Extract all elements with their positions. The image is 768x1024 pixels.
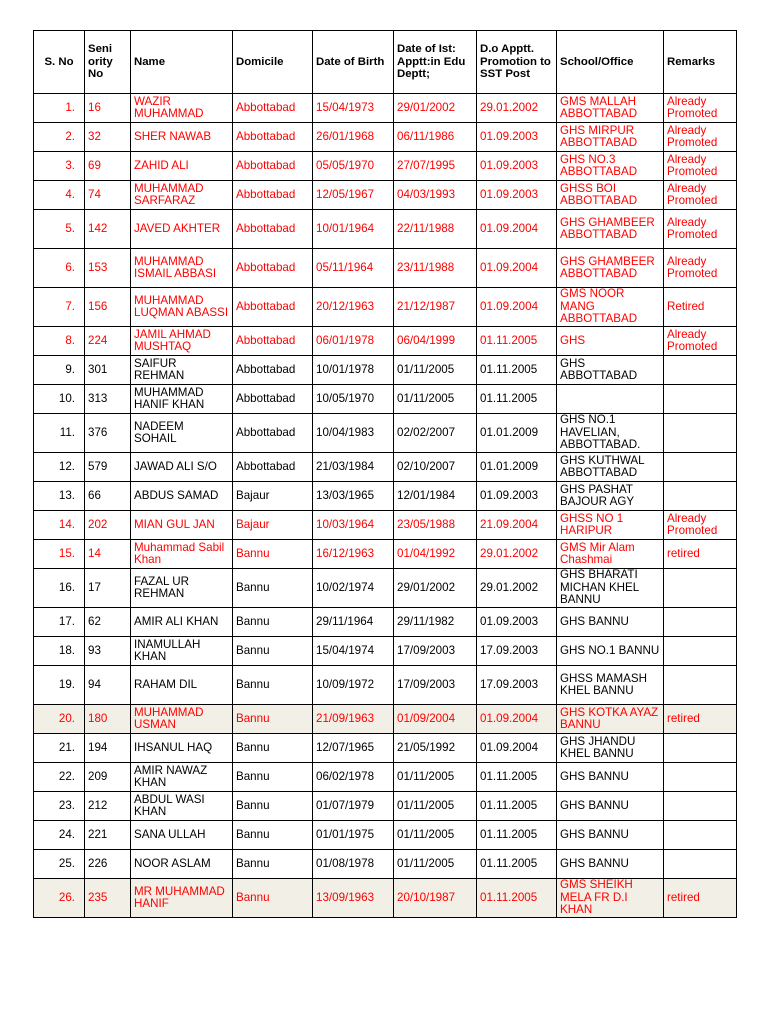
cell-seniority-no: 69 xyxy=(85,152,131,181)
cell-domicile: Bannu xyxy=(233,763,313,792)
table-row xyxy=(34,123,737,152)
cell-school-office: GHS GHAMBEER ABBOTTABAD xyxy=(557,210,664,249)
cell-date-of-birth: 10/01/1964 xyxy=(313,210,394,249)
cell-domicile: Abbottabad xyxy=(233,152,313,181)
cell-promotion-date: 01.09.2004 xyxy=(477,249,557,288)
cell-school-office: GHS KOTKA AYAZ BANNU xyxy=(557,705,664,734)
cell-domicile: Bannu xyxy=(233,666,313,705)
table-header xyxy=(34,31,737,94)
header-name: Name xyxy=(131,31,233,94)
cell-date-of-birth: 10/09/1972 xyxy=(313,666,394,705)
cell-school-office: GHS NO.1 HAVELIAN, ABBOTTABAD. xyxy=(557,414,664,453)
cell-domicile: Bajaur xyxy=(233,511,313,540)
cell-name: FAZAL UR REHMAN xyxy=(131,569,233,608)
cell-sno: 25. xyxy=(34,850,85,879)
cell-remarks: Retired xyxy=(664,288,737,327)
cell-date-of-birth: 05/11/1964 xyxy=(313,249,394,288)
cell-date-of-birth: 16/12/1963 xyxy=(313,540,394,569)
cell-sno: 6. xyxy=(34,249,85,288)
cell-domicile: Abbottabad xyxy=(233,327,313,356)
cell-first-appointment: 21/05/1992 xyxy=(394,734,477,763)
table-row xyxy=(34,94,737,123)
header-first-appointment: Date of Ist: Apptt:in Edu Deptt; xyxy=(394,31,477,94)
table-row xyxy=(34,511,737,540)
table-row xyxy=(34,608,737,637)
cell-name: Muhammad Sabil Khan xyxy=(131,540,233,569)
cell-name: WAZIR MUHAMMAD xyxy=(131,94,233,123)
cell-promotion-date: 01.11.2005 xyxy=(477,385,557,414)
cell-first-appointment: 06/11/1986 xyxy=(394,123,477,152)
cell-remarks: Already Promoted xyxy=(664,249,737,288)
cell-sno: 10. xyxy=(34,385,85,414)
table-row xyxy=(34,879,737,918)
cell-seniority-no: 142 xyxy=(85,210,131,249)
cell-name: IHSANUL HAQ xyxy=(131,734,233,763)
cell-name: MUHAMMAD SARFARAZ xyxy=(131,181,233,210)
cell-school-office: GHS BANNU xyxy=(557,608,664,637)
cell-remarks: Already Promoted xyxy=(664,94,737,123)
cell-promotion-date: 01.09.2004 xyxy=(477,705,557,734)
cell-remarks xyxy=(664,792,737,821)
cell-domicile: Abbottabad xyxy=(233,356,313,385)
cell-remarks: retired xyxy=(664,540,737,569)
cell-domicile: Bannu xyxy=(233,792,313,821)
cell-seniority-no: 66 xyxy=(85,482,131,511)
cell-remarks: Already Promoted xyxy=(664,152,737,181)
table-row xyxy=(34,414,737,453)
table-body xyxy=(34,94,737,918)
cell-promotion-date: 01.09.2003 xyxy=(477,123,557,152)
cell-seniority-no: 17 xyxy=(85,569,131,608)
cell-remarks xyxy=(664,453,737,482)
cell-promotion-date: 01.11.2005 xyxy=(477,792,557,821)
cell-school-office: GHS ABBOTTABAD xyxy=(557,356,664,385)
cell-domicile: Bannu xyxy=(233,569,313,608)
cell-promotion-date: 01.11.2005 xyxy=(477,327,557,356)
cell-sno: 5. xyxy=(34,210,85,249)
cell-domicile: Abbottabad xyxy=(233,249,313,288)
cell-sno: 3. xyxy=(34,152,85,181)
cell-promotion-date: 01.01.2009 xyxy=(477,453,557,482)
cell-first-appointment: 12/01/1984 xyxy=(394,482,477,511)
cell-sno: 22. xyxy=(34,763,85,792)
cell-date-of-birth: 10/05/1970 xyxy=(313,385,394,414)
cell-seniority-no: 376 xyxy=(85,414,131,453)
cell-name: MUHAMMAD USMAN xyxy=(131,705,233,734)
cell-school-office: GHS KUTHWAL ABBOTTABAD xyxy=(557,453,664,482)
cell-seniority-no: 93 xyxy=(85,637,131,666)
cell-seniority-no: 74 xyxy=(85,181,131,210)
cell-first-appointment: 29/11/1982 xyxy=(394,608,477,637)
cell-name: RAHAM DIL xyxy=(131,666,233,705)
cell-school-office: GHS NO.1 BANNU xyxy=(557,637,664,666)
cell-promotion-date: 01.09.2004 xyxy=(477,734,557,763)
cell-domicile: Bannu xyxy=(233,879,313,918)
cell-first-appointment: 22/11/1988 xyxy=(394,210,477,249)
header-school-office: School/Office xyxy=(557,31,664,94)
cell-domicile: Bannu xyxy=(233,540,313,569)
cell-first-appointment: 06/04/1999 xyxy=(394,327,477,356)
cell-sno: 12. xyxy=(34,453,85,482)
cell-school-office: GHSS NO 1 HARIPUR xyxy=(557,511,664,540)
cell-sno: 15. xyxy=(34,540,85,569)
cell-seniority-no: 202 xyxy=(85,511,131,540)
cell-name: AMIR NAWAZ KHAN xyxy=(131,763,233,792)
cell-name: JAWAD ALI S/O xyxy=(131,453,233,482)
cell-remarks: retired xyxy=(664,705,737,734)
cell-date-of-birth: 13/09/1963 xyxy=(313,879,394,918)
cell-seniority-no: 153 xyxy=(85,249,131,288)
cell-school-office: GHS NO.3 ABBOTTABAD xyxy=(557,152,664,181)
cell-seniority-no: 16 xyxy=(85,94,131,123)
cell-date-of-birth: 12/07/1965 xyxy=(313,734,394,763)
cell-name: AMIR ALI KHAN xyxy=(131,608,233,637)
cell-promotion-date: 01.09.2003 xyxy=(477,181,557,210)
cell-remarks: Already Promoted xyxy=(664,511,737,540)
cell-sno: 7. xyxy=(34,288,85,327)
cell-school-office: GHS xyxy=(557,327,664,356)
cell-promotion-date: 01.11.2005 xyxy=(477,356,557,385)
cell-name: ZAHID ALI xyxy=(131,152,233,181)
cell-first-appointment: 29/01/2002 xyxy=(394,569,477,608)
cell-first-appointment: 02/10/2007 xyxy=(394,453,477,482)
cell-domicile: Abbottabad xyxy=(233,385,313,414)
cell-sno: 11. xyxy=(34,414,85,453)
cell-sno: 21. xyxy=(34,734,85,763)
cell-seniority-no: 32 xyxy=(85,123,131,152)
cell-seniority-no: 180 xyxy=(85,705,131,734)
cell-sno: 9. xyxy=(34,356,85,385)
cell-first-appointment: 01/11/2005 xyxy=(394,821,477,850)
cell-remarks xyxy=(664,608,737,637)
cell-domicile: Abbottabad xyxy=(233,123,313,152)
cell-remarks: Already Promoted xyxy=(664,327,737,356)
cell-sno: 19. xyxy=(34,666,85,705)
cell-remarks xyxy=(664,666,737,705)
cell-date-of-birth: 05/05/1970 xyxy=(313,152,394,181)
cell-domicile: Abbottabad xyxy=(233,94,313,123)
cell-remarks: retired xyxy=(664,879,737,918)
cell-first-appointment: 17/09/2003 xyxy=(394,637,477,666)
cell-seniority-no: 209 xyxy=(85,763,131,792)
cell-sno: 26. xyxy=(34,879,85,918)
cell-school-office: GHS JHANDU KHEL BANNU xyxy=(557,734,664,763)
cell-first-appointment: 17/09/2003 xyxy=(394,666,477,705)
header-seniority-no: Seni ority No xyxy=(85,31,131,94)
cell-name: SHER NAWAB xyxy=(131,123,233,152)
cell-domicile: Abbottabad xyxy=(233,181,313,210)
cell-promotion-date: 29.01.2002 xyxy=(477,94,557,123)
cell-date-of-birth: 12/05/1967 xyxy=(313,181,394,210)
cell-first-appointment: 23/11/1988 xyxy=(394,249,477,288)
cell-name: MR MUHAMMAD HANIF xyxy=(131,879,233,918)
cell-sno: 2. xyxy=(34,123,85,152)
cell-promotion-date: 01.11.2005 xyxy=(477,850,557,879)
table-row xyxy=(34,792,737,821)
cell-sno: 4. xyxy=(34,181,85,210)
cell-seniority-no: 235 xyxy=(85,879,131,918)
cell-sno: 13. xyxy=(34,482,85,511)
table-row xyxy=(34,705,737,734)
cell-first-appointment: 04/03/1993 xyxy=(394,181,477,210)
cell-sno: 24. xyxy=(34,821,85,850)
table-row xyxy=(34,385,737,414)
cell-name: INAMULLAH KHAN xyxy=(131,637,233,666)
cell-date-of-birth: 01/08/1978 xyxy=(313,850,394,879)
table-row xyxy=(34,666,737,705)
cell-sno: 1. xyxy=(34,94,85,123)
cell-remarks: Already Promoted xyxy=(664,123,737,152)
cell-sno: 23. xyxy=(34,792,85,821)
table-row xyxy=(34,763,737,792)
table-row xyxy=(34,540,737,569)
cell-sno: 17. xyxy=(34,608,85,637)
cell-seniority-no: 579 xyxy=(85,453,131,482)
table-row xyxy=(34,734,737,763)
cell-remarks xyxy=(664,385,737,414)
cell-school-office: GHS MIRPUR ABBOTTABAD xyxy=(557,123,664,152)
table-row xyxy=(34,637,737,666)
cell-promotion-date: 21.09.2004 xyxy=(477,511,557,540)
cell-seniority-no: 62 xyxy=(85,608,131,637)
cell-name: SANA ULLAH xyxy=(131,821,233,850)
cell-name: ABDUS SAMAD xyxy=(131,482,233,511)
cell-first-appointment: 29/01/2002 xyxy=(394,94,477,123)
cell-remarks xyxy=(664,356,737,385)
cell-school-office: GHSS MAMASH KHEL BANNU xyxy=(557,666,664,705)
cell-remarks xyxy=(664,414,737,453)
cell-date-of-birth: 06/01/1978 xyxy=(313,327,394,356)
cell-promotion-date: 01.01.2009 xyxy=(477,414,557,453)
cell-school-office: GHS GHAMBEER ABBOTTABAD xyxy=(557,249,664,288)
cell-name: JAVED AKHTER xyxy=(131,210,233,249)
cell-domicile: Bannu xyxy=(233,850,313,879)
cell-domicile: Bannu xyxy=(233,821,313,850)
table-row xyxy=(34,288,737,327)
cell-seniority-no: 156 xyxy=(85,288,131,327)
cell-first-appointment: 21/12/1987 xyxy=(394,288,477,327)
cell-promotion-date: 01.09.2003 xyxy=(477,608,557,637)
table-row xyxy=(34,482,737,511)
cell-promotion-date: 01.09.2004 xyxy=(477,210,557,249)
cell-seniority-no: 226 xyxy=(85,850,131,879)
cell-sno: 18. xyxy=(34,637,85,666)
header-remarks: Remarks xyxy=(664,31,737,94)
cell-date-of-birth: 15/04/1973 xyxy=(313,94,394,123)
cell-school-office: GMS Mir Alam Chashmai xyxy=(557,540,664,569)
cell-domicile: Abbottabad xyxy=(233,288,313,327)
cell-seniority-no: 224 xyxy=(85,327,131,356)
cell-domicile: Bannu xyxy=(233,705,313,734)
cell-school-office: GMS NOOR MANG ABBOTTABAD xyxy=(557,288,664,327)
cell-date-of-birth: 10/04/1983 xyxy=(313,414,394,453)
cell-domicile: Abbottabad xyxy=(233,414,313,453)
table-row xyxy=(34,356,737,385)
cell-date-of-birth: 15/04/1974 xyxy=(313,637,394,666)
cell-name: ABDUL WASI KHAN xyxy=(131,792,233,821)
cell-promotion-date: 01.09.2003 xyxy=(477,152,557,181)
cell-seniority-no: 194 xyxy=(85,734,131,763)
table-row xyxy=(34,152,737,181)
cell-remarks xyxy=(664,482,737,511)
table-row xyxy=(34,821,737,850)
cell-date-of-birth: 13/03/1965 xyxy=(313,482,394,511)
cell-sno: 8. xyxy=(34,327,85,356)
cell-date-of-birth: 10/01/1978 xyxy=(313,356,394,385)
cell-seniority-no: 94 xyxy=(85,666,131,705)
cell-domicile: Bannu xyxy=(233,608,313,637)
cell-sno: 16. xyxy=(34,569,85,608)
cell-date-of-birth: 01/07/1979 xyxy=(313,792,394,821)
cell-date-of-birth: 29/11/1964 xyxy=(313,608,394,637)
table-row xyxy=(34,327,737,356)
cell-remarks xyxy=(664,821,737,850)
table-row xyxy=(34,569,737,608)
table-row xyxy=(34,249,737,288)
cell-school-office: GHS BHARATI MICHAN KHEL BANNU xyxy=(557,569,664,608)
cell-domicile: Bannu xyxy=(233,734,313,763)
cell-remarks xyxy=(664,637,737,666)
cell-school-office: GMS MALLAH ABBOTTABAD xyxy=(557,94,664,123)
header-date-of-birth: Date of Birth xyxy=(313,31,394,94)
cell-first-appointment: 01/11/2005 xyxy=(394,385,477,414)
cell-name: JAMIL AHMAD MUSHTAQ xyxy=(131,327,233,356)
cell-first-appointment: 20/10/1987 xyxy=(394,879,477,918)
cell-school-office: GHSS BOI ABBOTTABAD xyxy=(557,181,664,210)
cell-promotion-date: 01.11.2005 xyxy=(477,763,557,792)
cell-domicile: Bajaur xyxy=(233,482,313,511)
cell-domicile: Abbottabad xyxy=(233,210,313,249)
cell-first-appointment: 01/11/2005 xyxy=(394,850,477,879)
cell-sno: 20. xyxy=(34,705,85,734)
header-domicile: Domicile xyxy=(233,31,313,94)
cell-date-of-birth: 21/03/1984 xyxy=(313,453,394,482)
seniority-table xyxy=(33,30,737,918)
cell-first-appointment: 23/05/1988 xyxy=(394,511,477,540)
cell-remarks: Already Promoted xyxy=(664,181,737,210)
cell-promotion-date: 17.09.2003 xyxy=(477,637,557,666)
cell-sno: 14. xyxy=(34,511,85,540)
cell-promotion-date: 01.11.2005 xyxy=(477,879,557,918)
cell-name: NOOR ASLAM xyxy=(131,850,233,879)
cell-promotion-date: 17.09.2003 xyxy=(477,666,557,705)
cell-first-appointment: 01/11/2005 xyxy=(394,763,477,792)
cell-name: SAIFUR REHMAN xyxy=(131,356,233,385)
cell-promotion-date: 29.01.2002 xyxy=(477,569,557,608)
cell-first-appointment: 02/02/2007 xyxy=(394,414,477,453)
table-row xyxy=(34,181,737,210)
cell-seniority-no: 301 xyxy=(85,356,131,385)
cell-date-of-birth: 10/02/1974 xyxy=(313,569,394,608)
cell-seniority-no: 14 xyxy=(85,540,131,569)
cell-remarks xyxy=(664,734,737,763)
cell-first-appointment: 01/11/2005 xyxy=(394,356,477,385)
cell-name: MUHAMMAD HANIF KHAN xyxy=(131,385,233,414)
cell-first-appointment: 01/04/1992 xyxy=(394,540,477,569)
cell-date-of-birth: 10/03/1964 xyxy=(313,511,394,540)
cell-remarks xyxy=(664,850,737,879)
cell-seniority-no: 313 xyxy=(85,385,131,414)
cell-promotion-date: 01.09.2004 xyxy=(477,288,557,327)
cell-name: NADEEM SOHAIL xyxy=(131,414,233,453)
cell-promotion-date: 29.01.2002 xyxy=(477,540,557,569)
cell-domicile: Abbottabad xyxy=(233,453,313,482)
header-row xyxy=(34,31,737,94)
cell-remarks xyxy=(664,569,737,608)
cell-seniority-no: 221 xyxy=(85,821,131,850)
cell-date-of-birth: 20/12/1963 xyxy=(313,288,394,327)
cell-promotion-date: 01.09.2003 xyxy=(477,482,557,511)
cell-date-of-birth: 01/01/1975 xyxy=(313,821,394,850)
cell-remarks: Already Promoted xyxy=(664,210,737,249)
header-promotion-date: D.o Apptt. Promotion to SST Post xyxy=(477,31,557,94)
cell-school-office: GHS PASHAT BAJOUR AGY xyxy=(557,482,664,511)
cell-date-of-birth: 26/01/1968 xyxy=(313,123,394,152)
header-sno: S. No xyxy=(34,31,85,94)
cell-first-appointment: 27/07/1995 xyxy=(394,152,477,181)
cell-domicile: Bannu xyxy=(233,637,313,666)
table-row xyxy=(34,210,737,249)
cell-school-office: GHS BANNU xyxy=(557,850,664,879)
cell-name: MIAN GUL JAN xyxy=(131,511,233,540)
cell-school-office: GHS BANNU xyxy=(557,821,664,850)
cell-date-of-birth: 21/09/1963 xyxy=(313,705,394,734)
cell-remarks xyxy=(664,763,737,792)
table-row xyxy=(34,850,737,879)
cell-date-of-birth: 06/02/1978 xyxy=(313,763,394,792)
cell-promotion-date: 01.11.2005 xyxy=(477,821,557,850)
cell-school-office xyxy=(557,385,664,414)
cell-seniority-no: 212 xyxy=(85,792,131,821)
cell-school-office: GMS SHEIKH MELA FR D.I KHAN xyxy=(557,879,664,918)
cell-name: MUHAMMAD LUQMAN ABASSI xyxy=(131,288,233,327)
cell-school-office: GHS BANNU xyxy=(557,792,664,821)
cell-first-appointment: 01/09/2004 xyxy=(394,705,477,734)
cell-first-appointment: 01/11/2005 xyxy=(394,792,477,821)
table-row xyxy=(34,453,737,482)
cell-school-office: GHS BANNU xyxy=(557,763,664,792)
cell-name: MUHAMMAD ISMAIL ABBASI xyxy=(131,249,233,288)
